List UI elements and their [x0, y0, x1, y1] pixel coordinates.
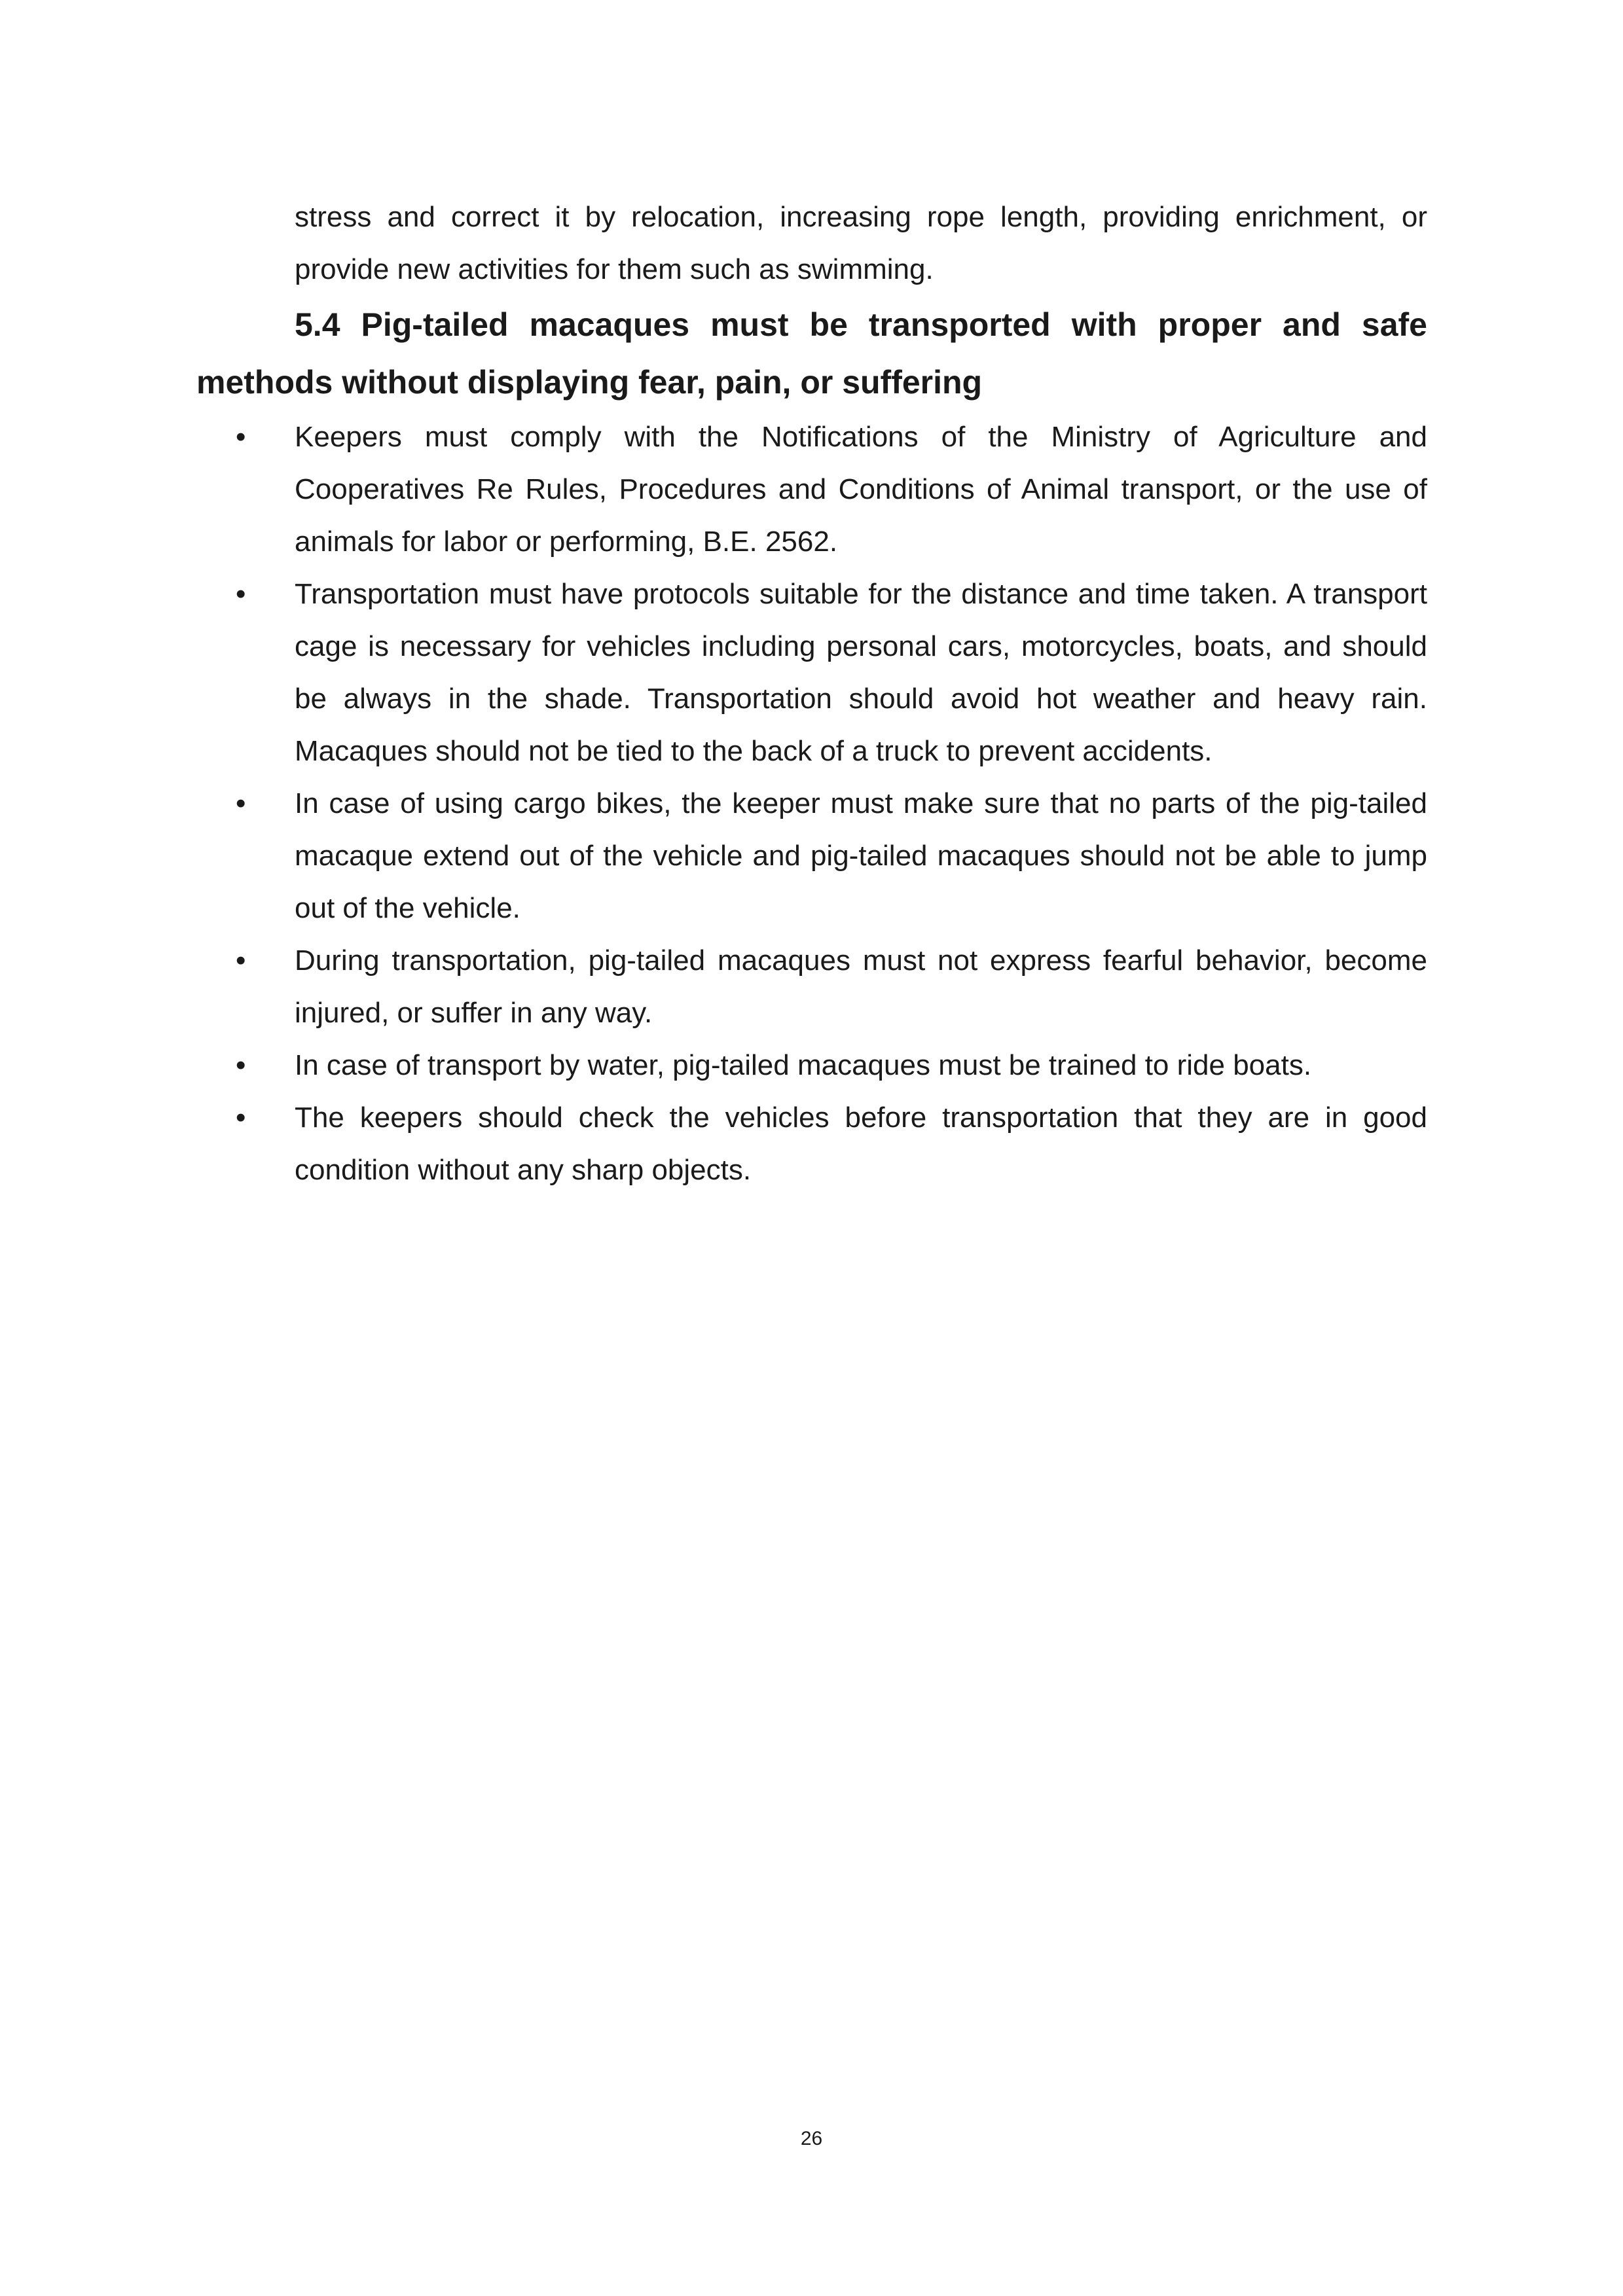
bullet-icon: •: [236, 787, 246, 819]
section-heading: 5.4 Pig-tailed macaques must be transported with proper and safe methods without displaying fear, pain, or suffering: [196, 306, 1427, 401]
list-item: [196, 935, 1427, 1039]
list-item: [196, 1092, 1427, 1196]
page-number: 26: [800, 2128, 823, 2149]
list-item-text: Keepers must comply with the Notifications of the Ministry of Agriculture and Cooperatives Re Rules, Procedures and Conditions of Animal transport, or the use of animals for labor or performing, B.E. 2562.: [295, 421, 1427, 558]
list-item: [196, 411, 1427, 568]
list-item: [196, 568, 1427, 778]
bullet-icon: •: [236, 944, 246, 977]
continued-paragraph: stress and correct it by relocation, increasing rope length, providing enrichment, or provide new activities for them such as swimming.: [295, 201, 1427, 285]
bullet-icon: •: [236, 1049, 246, 1081]
list-item: [196, 1039, 1427, 1092]
page-content: [196, 191, 1427, 1196]
bullet-list: [196, 411, 1427, 1196]
list-item-text: In case of transport by water, pig-tailed macaques must be trained to ride boats.: [295, 1049, 1312, 1081]
bullet-icon: •: [236, 421, 246, 453]
bullet-icon: •: [236, 578, 246, 610]
list-item-text: The keepers should check the vehicles before transportation that they are in good condition without any sharp objects.: [295, 1102, 1427, 1186]
list-item: [196, 778, 1427, 935]
list-item-text: Transportation must have protocols suitable for the distance and time taken. A transport cage is necessary for vehicles including personal cars, motorcycles, boats, and should be always in the shade. Transportation should avoid hot weather and heavy rain. Macaques should not be tied to the back of a truck to prevent accidents.: [295, 578, 1427, 767]
list-item-text: In case of using cargo bikes, the keeper must make sure that no parts of the pig-tailed macaque extend out of the vehicle and pig-tailed macaques should not be able to jump out of the vehicle.: [295, 787, 1427, 924]
list-item-text: During transportation, pig-tailed macaques must not express fearful behavior, become injured, or suffer in any way.: [295, 944, 1427, 1029]
bullet-icon: •: [236, 1102, 246, 1134]
